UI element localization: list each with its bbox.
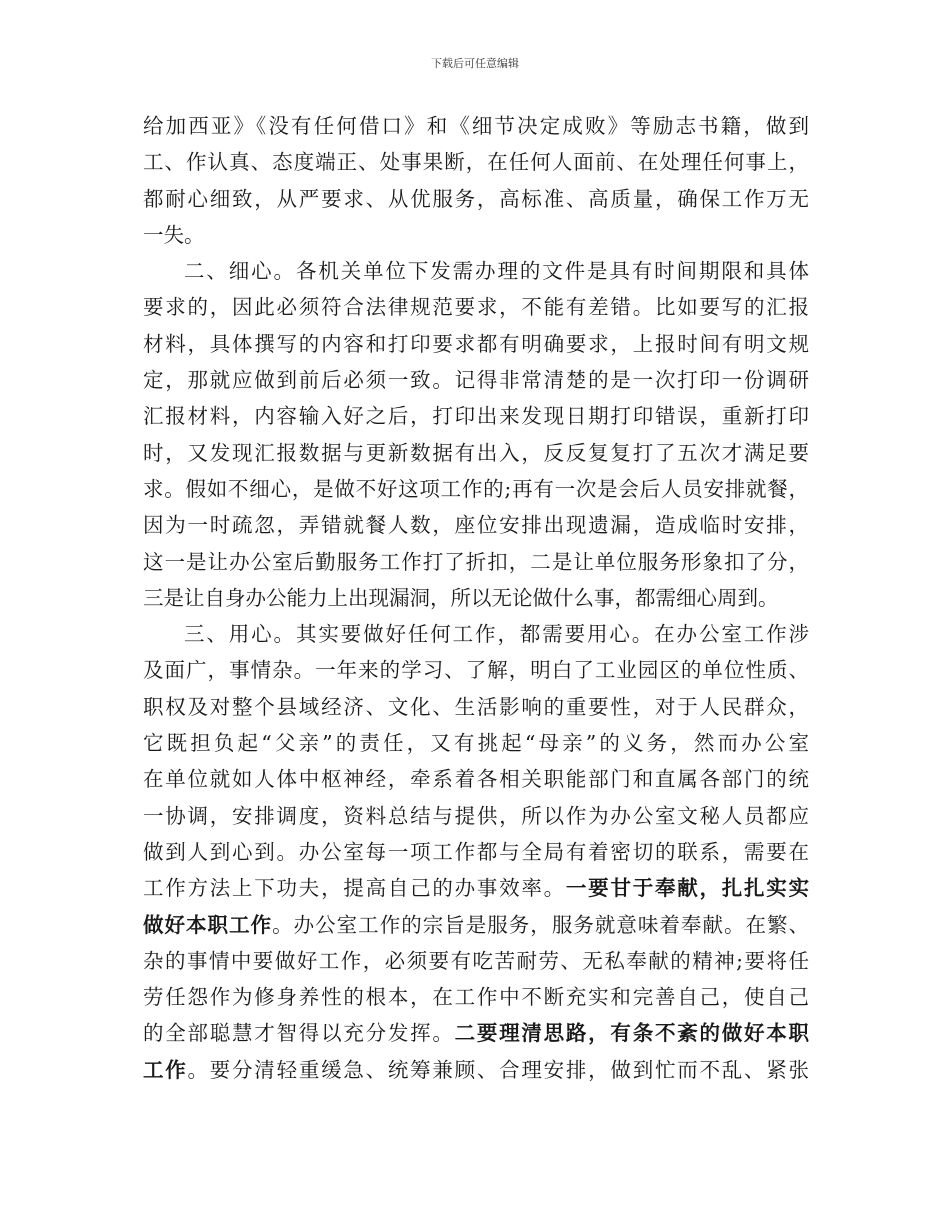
- text-segment: 。要分清轻重缓急、统筹兼顾、合理安排，做到忙而不乱、紧张: [187, 1057, 809, 1082]
- bold-text-segment: 一要甘于奉献，扎扎实实: [565, 876, 809, 901]
- text-segment: 工作方法上下功夫，提高自己的办事效率。: [143, 876, 566, 901]
- text-line: [143, 253, 809, 289]
- text-line: [143, 580, 809, 616]
- bold-text-segment: 工作: [143, 1057, 188, 1082]
- text-line: [143, 689, 809, 725]
- text-line: [143, 217, 809, 253]
- text-line: [143, 108, 809, 144]
- text-segment: 职权及对整个县域经济、文化、生活影响的重要性，对于人民群众，: [143, 694, 809, 719]
- text-line: [143, 761, 809, 797]
- text-segment: 工、作认真、态度端正、处事果断，在任何人面前、在处理任何事上，: [143, 150, 809, 175]
- text-segment: 材料，具体撰写的内容和打印要求都有明确要求，上报时间有明文规: [143, 331, 809, 356]
- bold-text-segment: 二要理清思路，有条不紊的做好本职: [454, 1021, 809, 1046]
- text-line: [143, 652, 809, 688]
- text-line: [143, 616, 809, 652]
- text-segment: 它既担负起“父亲”的责任，又有挑起“母亲”的义务，然而办公室: [143, 731, 809, 756]
- document-body: [143, 108, 809, 1088]
- text-segment: 时，又发现汇报数据与更新数据有出入，反反复复打了五次才满足要: [143, 440, 809, 465]
- text-line: [143, 144, 809, 180]
- text-segment: 三是让自身办公能力上出现漏洞，所以无论做什么事，都需细心周到。: [143, 585, 779, 610]
- text-segment: 定，那就应做到前后必须一致。记得非常清楚的是一次打印一份调研: [143, 368, 809, 393]
- text-line: [143, 289, 809, 325]
- text-segment: 汇报材料，内容输入好之后，打印出来发现日期打印错误，重新打印: [143, 404, 809, 429]
- bold-text-segment: 做好本职工作: [143, 912, 273, 937]
- text-line: [143, 435, 809, 471]
- text-segment: 做到人到心到。办公室每一项工作都与全局有着密切的联系，需要在: [143, 839, 809, 864]
- text-line: [143, 725, 809, 761]
- text-segment: 要求的，因此必须符合法律规范要求，不能有差错。比如要写的汇报: [143, 295, 809, 320]
- text-line: [143, 979, 809, 1015]
- text-line: [143, 907, 809, 943]
- text-segment: 劳任怨作为修身养性的根本，在工作中不断充实和完善自己，使自己: [143, 985, 809, 1010]
- text-segment: 的全部聪慧才智得以充分发挥。: [143, 1021, 455, 1046]
- text-line: [143, 398, 809, 434]
- text-segment: 因为一时疏忽，弄错就餐人数，座位安排出现遗漏，造成临时安排，: [143, 513, 809, 538]
- text-segment: 都耐心细致，从严要求、从优服务，高标准、高质量，确保工作万无: [143, 186, 809, 211]
- text-line: [143, 471, 809, 507]
- text-line: [143, 507, 809, 543]
- text-line: [143, 1015, 809, 1051]
- text-line: [143, 362, 809, 398]
- text-line: [143, 834, 809, 870]
- text-segment: 这一是让办公室后勤服务工作打了折扣，二是让单位服务形象扣了分，: [143, 549, 809, 574]
- text-line: [143, 798, 809, 834]
- text-segment: 一失。: [143, 222, 205, 247]
- text-segment: 求。假如不细心，是做不好这项工作的;再有一次是会后人员安排就餐，: [143, 476, 809, 501]
- text-line: [143, 544, 809, 580]
- text-segment: 在单位就如人体中枢神经，牵系着各相关职能部门和直属各部门的统: [143, 767, 809, 792]
- text-segment: 。办公室工作的宗旨是服务，服务就意味着奉献。在繁、: [272, 912, 809, 937]
- text-line: [143, 943, 809, 979]
- text-segment: 二、细心。各机关单位下发需办理的文件是具有时间期限和具体: [184, 259, 809, 284]
- text-segment: 及面广，事情杂。一年来的学习、了解，明白了工业园区的单位性质、: [143, 658, 809, 683]
- text-line: [143, 326, 809, 362]
- page-header: 下载后可任意编辑: [431, 57, 519, 70]
- text-line: [143, 181, 809, 217]
- text-segment: 三、用心。其实要做好任何工作，都需要用心。在办公室工作涉: [184, 622, 809, 647]
- text-line: [143, 870, 809, 906]
- text-segment: 一协调，安排调度，资料总结与提供，所以作为办公室文秘人员都应: [143, 803, 809, 828]
- text-segment: 给加西亚》《没有任何借口》和《细节决定成败》等励志书籍，做到: [143, 114, 809, 138]
- text-line: [143, 1052, 809, 1088]
- text-segment: 杂的事情中要做好工作，必须要有吃苦耐劳、无私奉献的精神;要将任: [143, 948, 809, 973]
